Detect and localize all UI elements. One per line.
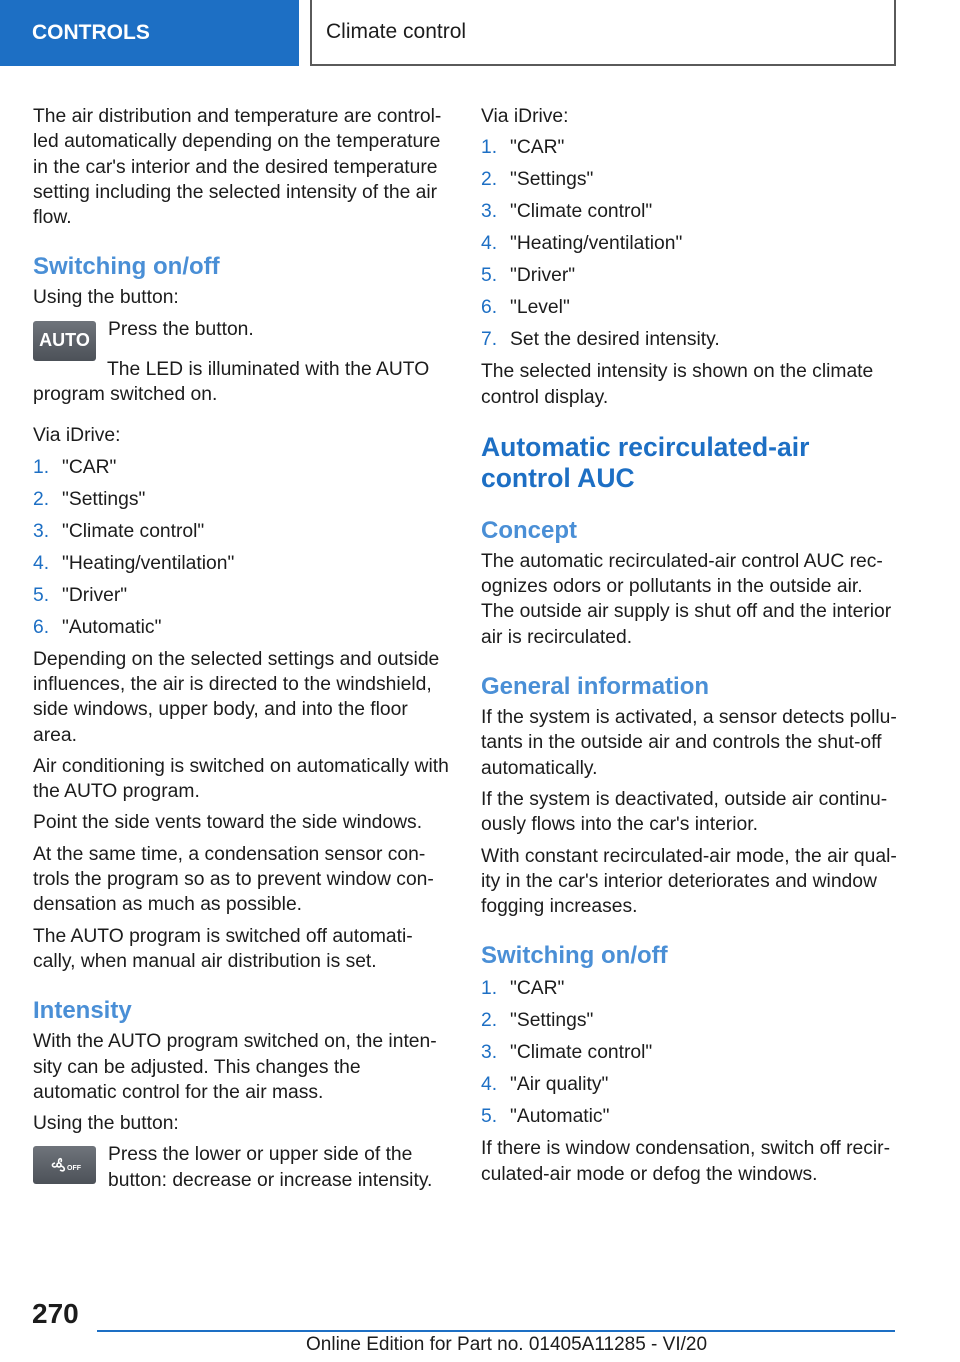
list-item: 2. "Settings"	[481, 1010, 594, 1032]
general-paragraph-1: If the system is activated, a sensor detects pollu-tants in the outside air and controls the shut-off automatically.	[481, 707, 897, 779]
idrive-steps-auc	[481, 976, 897, 1136]
list-item: 7. Set the desired intensity.	[481, 329, 720, 351]
list-item: 6. "Automatic"	[33, 616, 162, 638]
list-item: 6. "Level"	[481, 297, 570, 319]
ac-paragraph: Air conditioning is switched on automatically with the AUTO program.	[33, 755, 449, 803]
page-title-text: Climate control	[326, 20, 467, 43]
sensor-paragraph: At the same time, a condensation sensor con-trols the program so as to prevent window con-densation as much as possible.	[33, 843, 434, 916]
switching-heading: Switching on/off	[33, 253, 220, 281]
auto-button-row	[33, 317, 449, 361]
general-paragraph-3: With constant recirculated-air mode, the air qual-ity in the car's interior deteriorates and window fogging increases.	[481, 845, 897, 918]
concept-paragraph: The automatic recirculated-air control AUC rec-ognizes odors or pollutants in the outside air. The outside air supply is shut off and the interior air is recirculated.	[481, 550, 892, 648]
auto-button-text	[108, 317, 254, 361]
using-button-label-2: Using the button:	[33, 1113, 179, 1135]
fan-off-icon-graphic	[45, 1153, 85, 1177]
via-idrive-label-right: Via iDrive:	[481, 106, 569, 127]
press-button-text: Press the button.	[108, 318, 254, 340]
list-item: 2. "Settings"	[33, 488, 146, 510]
list-item: 4. "Air quality"	[481, 1074, 609, 1096]
press-lower-text: Press the lower or upper side of the button: decrease or increase intensity.	[108, 1144, 433, 1191]
list-item: 4. "Heating/ventilation"	[481, 233, 683, 255]
section-label: CONTROLS	[32, 21, 150, 44]
auto-button-icon	[33, 321, 96, 361]
using-button-label: Using the button:	[33, 287, 179, 309]
list-item: 4. "Heating/ventilation"	[33, 552, 235, 574]
left-column	[33, 104, 449, 1199]
fan-button-text	[108, 1142, 449, 1199]
idrive-steps-intensity	[481, 135, 897, 359]
idrive-steps-auto	[33, 455, 449, 647]
footer-edition: Online Edition for Part no. 01405A11285 - VI/20	[306, 1334, 708, 1355]
list-item: 5. "Automatic"	[481, 1106, 610, 1128]
fan-off-icon	[33, 1146, 96, 1184]
fan-button-row	[33, 1142, 449, 1199]
auc-heading: Automatic recirculated-air control AUC	[481, 431, 810, 493]
right-column	[481, 104, 897, 1193]
svg-text:OFF: OFF	[66, 1165, 81, 1173]
intensity-heading: Intensity	[33, 997, 132, 1025]
intensity-paragraph: With the AUTO program switched on, the inten-sity can be adjusted. This changes the automatic control for the air mass.	[33, 1031, 437, 1103]
section-tab	[0, 0, 299, 66]
auto-off-paragraph: The AUTO program is switched off automati-cally, when manual air distribution is set.	[33, 925, 413, 972]
intro-paragraph: The air distribution and temperature are control-led automatically depending on the temperature in the car's interior and the desired temperature setting including the selected intensity of the air flow.	[33, 106, 442, 229]
vents-paragraph: Point the side vents toward the side windows.	[33, 812, 423, 834]
list-item: 5. "Driver"	[33, 584, 128, 606]
list-item: 3. "Climate control"	[33, 520, 205, 542]
auto-icon-label: AUTO	[39, 330, 90, 351]
led-text: The LED is illuminated with the AUTO program switched on.	[33, 358, 430, 406]
intensity-shown-paragraph: The selected intensity is shown on the climate control display.	[481, 361, 874, 408]
list-item: 5. "Driver"	[481, 265, 576, 287]
switching-heading-right: Switching on/off	[481, 942, 668, 970]
concept-heading: Concept	[481, 516, 577, 544]
footer-divider	[97, 1330, 895, 1332]
list-item: 1. "CAR"	[481, 978, 565, 1000]
distribution-paragraph: Depending on the selected settings and outside influences, the air is directed to the windshield, side windows, upper body, and into the floor area.	[33, 648, 440, 746]
condensation-paragraph: If there is window condensation, switch off recir-culated-air mode or defog the windows.	[481, 1138, 891, 1185]
list-item: 1. "CAR"	[33, 456, 117, 478]
general-paragraph-2: If the system is deactivated, outside air continu-ously flows into the car's interior.	[481, 788, 888, 836]
page-number: 270	[32, 1298, 79, 1329]
list-item: 1. "CAR"	[481, 137, 565, 159]
via-idrive-label: Via iDrive:	[33, 425, 121, 447]
list-item: 2. "Settings"	[481, 169, 594, 191]
list-item: 3. "Climate control"	[481, 1042, 653, 1064]
page-title	[310, 0, 896, 66]
list-item: 3. "Climate control"	[481, 201, 653, 223]
general-info-heading: General information	[481, 673, 710, 701]
